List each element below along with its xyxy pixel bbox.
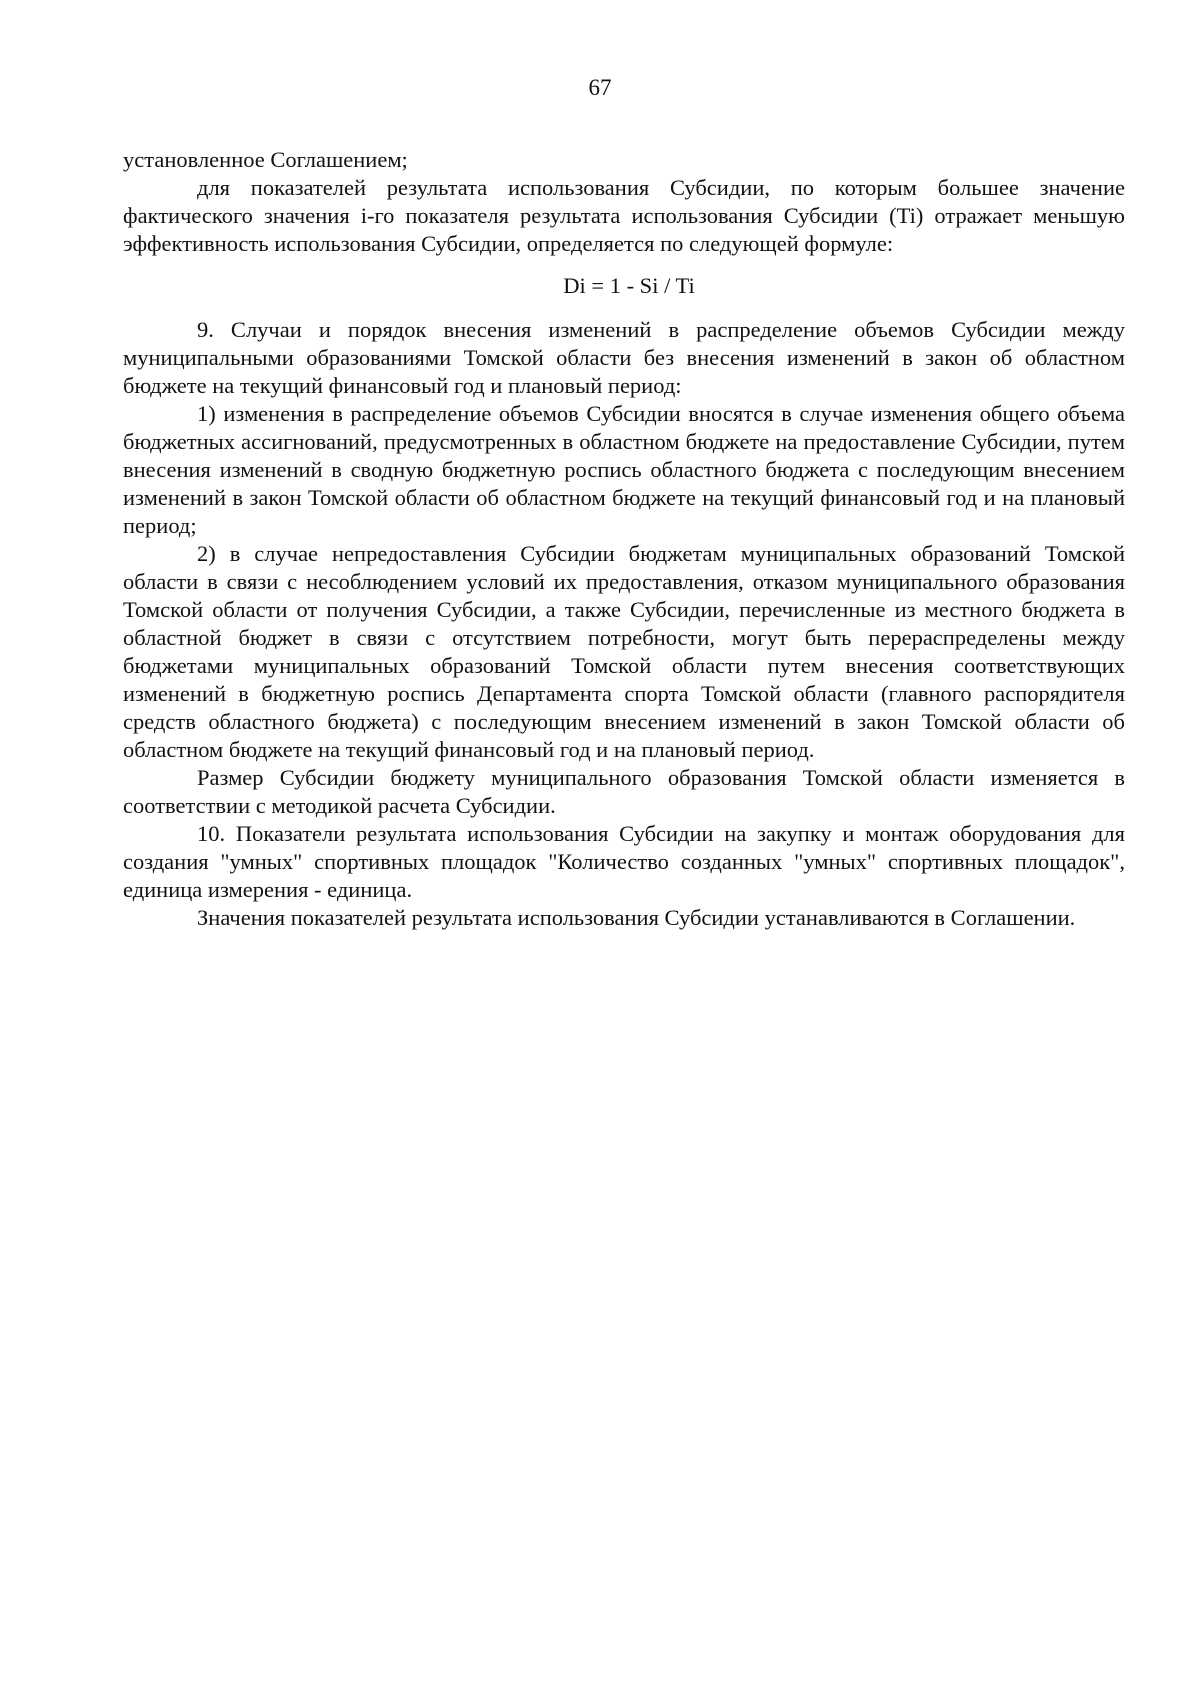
paragraph-item-2: 2) в случае непредоставления Субсидии бюджетам муниципальных образований Томской области в связи с несоблюдением условий их предоставления, отказом муниципального образования Томской области от получения Субсидии, а также Субсидии, перечисленные из местного бюджета в областной бюджет в связи с отсутствием потребности, могут быть перераспределены между бюджетами муниципальных образований Томской области путем внесения соответствующих изменений в бюджетную роспись Департамента спорта Томской области (главного распорядителя средств областного бюджета) с последующим внесением изменений в закон Томской области об областном бюджете на текущий финансовый год и на плановый период.	[123, 541, 1125, 762]
page-number: 67	[588, 75, 612, 100]
paragraph-indicator-values: Значения показателей результата использования Субсидии устанавливаются в Соглашении.	[197, 905, 1076, 930]
document-body	[123, 146, 1125, 932]
paragraph-section-9: 9. Случаи и порядок внесения изменений в распределение объемов Субсидии между муниципальными образованиями Томской области без внесения изменений в закон об областном бюджете на текущий финансовый год и плановый период:	[123, 317, 1125, 398]
formula: Di = 1 - Si / Ti	[563, 273, 695, 298]
paragraph-established-by-agreement: установленное Соглашением;	[123, 147, 408, 172]
paragraph-indicator-definition: для показателей результата использования Субсидии, по которым большее значение фактического значения i-го показателя результата использования Субсидии (Ti) отражает меньшую эффективность использования Субсидии, определяется по следующей формуле:	[123, 175, 1125, 256]
paragraph-item-1: 1) изменения в распределение объемов Субсидии вносятся в случае изменения общего объема бюджетных ассигнований, предусмотренных в областном бюджете на предоставление Субсидии, путем внесения изменений в сводную бюджетную роспись областного бюджета с последующим внесением изменений в закон Томской области об областном бюджете на текущий финансовый год и на плановый период;	[123, 401, 1125, 538]
paragraph-section-10: 10. Показатели результата использования Субсидии на закупку и монтаж оборудования для создания "умных" спортивных площадок "Количество созданных "умных" спортивных площадок", единица измерения - единица.	[123, 821, 1125, 902]
paragraph-subsidy-size: Размер Субсидии бюджету муниципального образования Томской области изменяется в соответствии с методикой расчета Субсидии.	[123, 765, 1125, 818]
